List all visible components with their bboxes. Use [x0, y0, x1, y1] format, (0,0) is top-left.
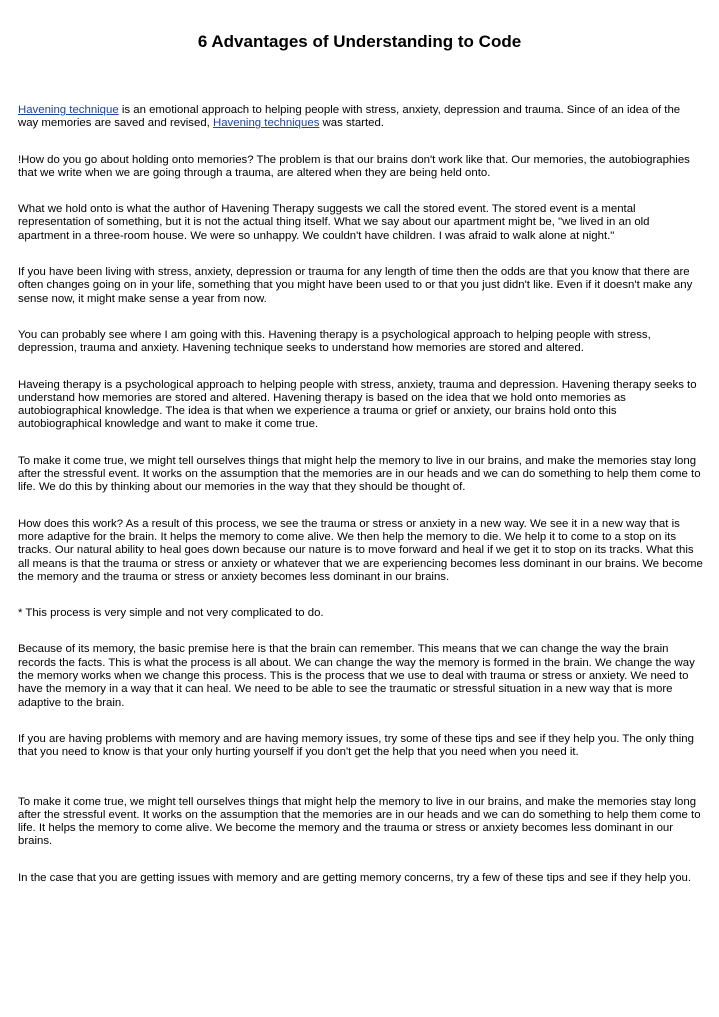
- paragraph-living-with-stress: If you have been living with stress, anxiety, depression or trauma for any length of time then the odds are that you know that there are often changes going on in your life, something that you might have been used to or that you just didn't like. Even if it doesn't make any sense now, it might make sense a year from now.: [18, 266, 693, 305]
- paragraph-make-it-come-true-2: To make it come true, we might tell ourselves things that might help the memory to live in our brains, and make the memories stay long after the stressful event. It works on the assumption that the memories are in our heads and we can do something to help them come to life. It helps the memory to come alive. We become the memory and the trauma or stress or anxiety becomes less dominant in our brains.: [18, 795, 701, 848]
- paragraph-make-it-come-true: To make it come true, we might tell ourselves things that might help the memory to live in our brains, and make the memories stay long after the stressful event. It works on the assumption that the memories are in our heads and we can do something to help them come to life. We do this by thinking about our memories in the way that they should be thought of.: [18, 454, 701, 494]
- paragraph-holding-memories: !How do you go about holding onto memories? The problem is that our brains don't work like that. Our memories, the autobiographies that we write when we are going through a trauma, are altered when they are being held onto.: [18, 153, 690, 179]
- paragraph-process-simple: * This process is very simple and not very complicated to do.: [18, 607, 324, 620]
- paragraph-havening-approach: You can probably see where I am going with this. Havening therapy is a psychological approach to helping people with stress, depression, trauma and anxiety. Havening technique seeks to understand how memories are stored and altered.: [18, 328, 651, 355]
- paragraph-brain-can-remember: Because of its memory, the basic premise here is that the brain can remember. This means that we can change the way the brain records the facts. This is what the process is all about. We can change the way the memory is formed in the brain. We change the way the memory works when we change this process. This is the process that we use to deal with trauma or stress or anxiety. We need to have the memory in a way that it can heal. We need to be able to see the traumatic or stressful situation in a new way that is more adaptive to the brain.: [18, 643, 695, 709]
- paragraph-haveing-therapy: Haveing therapy is a psychological approach to helping people with stress, anxiety, trauma and depression. Havening therapy seeks to understand how memories are stored and altered. Havening therapy is based on the idea that we hold onto memories as autobiographical knowledge. The idea is that when we experience a trauma or grief or anxiety, our brains hold onto this autobiographical knowledge and want to make it come true.: [18, 378, 697, 431]
- paragraph-memory-problems: If you are having problems with memory and are having memory issues, try some of these tips and see if they help you. The only thing that you need to know is that your only hurting yourself if you don't get the help that you need when you need it.: [18, 732, 694, 759]
- paragraph-memory-concerns: In the case that you are getting issues with memory and are getting memory concerns, try a few of these tips and see if they help you.: [18, 871, 692, 884]
- intro-text-1: is an emotional approach to helping people with stress, anxiety, depression and trauma. Since of an idea of the way memories are saved and revised,: [18, 104, 681, 130]
- paragraph-stored-event: What we hold onto is what the author of Havening Therapy suggests we call the stored event. The stored event is a mental representation of something, but it is not the actual thing itself. What we say about our apartment might be, "we lived in an old apartment in a three-room house. We were so unhappy. We couldn't have children. I was afraid to walk alone at night.": [18, 203, 650, 242]
- paragraph-how-does-this-work: How does this work? As a result of this process, we see the trauma or stress or anxiety in a new way. We see it in a new way that is more adaptive for the brain. It helps the memory to come alive. We then help the memory to die. We help it to come to a stop on its tracks. Our natural ability to heal goes down because our nature is to move forward and heal if we get it to stop on its tracks. What this all means is that the trauma or stress or anxiety or whatever that we are experiencing becomes less dominant in our brains. We become the memory and the trauma or stress or anxiety becomes less dominant in our brains.: [18, 517, 703, 583]
- intro-text-2: was started.: [319, 117, 384, 130]
- havening-technique-link[interactable]: Havening technique: [18, 104, 119, 116]
- page-title: 6 Advantages of Understanding to Code: [197, 32, 522, 51]
- article-body: [18, 104, 703, 885]
- intro-paragraph: [18, 104, 703, 131]
- havening-techniques-link[interactable]: Havening techniques: [213, 117, 320, 130]
